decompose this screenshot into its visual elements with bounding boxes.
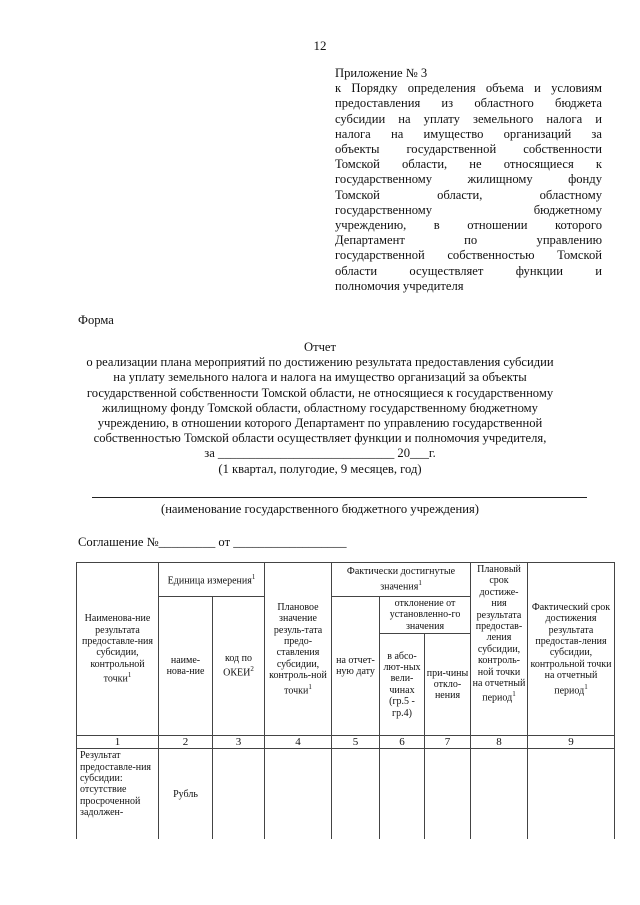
unit-name-cell: Рубль <box>159 749 213 840</box>
org-name-caption: (наименование государственного бюджетного учреждения) <box>161 502 479 516</box>
appendix-line: предоставления из областного бюджета <box>335 96 602 111</box>
empty-cell <box>425 749 471 840</box>
col-planned-term-header: Плановый срок достиже-ния результата предостав-ления субсидии, контроль-ной точки на отчетный период$^1$ <box>471 563 528 736</box>
column-number: 7 <box>425 736 471 749</box>
report-line: государственной собственности Томской области, не относящиеся к государственному <box>86 385 554 400</box>
report-description <box>60 355 580 446</box>
appendix-line: области осуществляет функции и <box>335 263 602 278</box>
col-actual-term-header: Фактический срок достижения результата предостав-ления субсидии, контрольной точки на отчетный период$^1$ <box>528 563 615 736</box>
org-name-blank-line <box>92 497 587 498</box>
empty-cell <box>380 749 425 840</box>
appendix-line: государственному жилищному фонду <box>335 172 602 187</box>
period-line: за ____________________________ 20___г. <box>204 446 436 461</box>
col-unit-name-header: наиме-нова-ние <box>159 597 213 736</box>
unit-group-header: Единица измерения$^1$ <box>159 563 265 597</box>
column-number: 1 <box>77 736 159 749</box>
empty-cell <box>213 749 265 840</box>
page-number: 12 <box>313 38 327 53</box>
empty-cell <box>265 749 332 840</box>
column-numbers-row <box>77 736 615 749</box>
column-number: 5 <box>332 736 380 749</box>
empty-cell <box>332 749 380 840</box>
appendix-line: государственному бюджетному <box>335 202 602 217</box>
col-planned-value-header: Плановое значение резуль-тата предо-ставления субсидии, контроль-ной точки$^1$ <box>265 563 332 736</box>
appendix-line: Томской области, не относящиеся к <box>335 157 602 172</box>
appendix-line: Департамент по управлению <box>335 233 602 248</box>
appendix-line: налога на имущество организаций за <box>335 126 602 141</box>
table-row <box>77 749 615 840</box>
appendix-line: учреждению, в отношении которого <box>335 218 602 233</box>
report-line: учреждению, в отношении которого Департамент по управлению государственной <box>97 416 543 431</box>
column-number: 3 <box>213 736 265 749</box>
period-hint: (1 квартал, полугодие, 9 месяцев, год) <box>218 461 422 476</box>
appendix-line: субсидии на уплату земельного налога и <box>335 111 602 126</box>
appendix-line: Томской области, областному <box>335 187 602 202</box>
column-number: 9 <box>528 736 615 749</box>
appendix-header <box>335 66 602 294</box>
column-number: 6 <box>380 736 425 749</box>
col-deviation-reason-header: при-чины откло-нения <box>425 634 471 736</box>
col-absolute-deviation-header: в абсо-лют-ных вели-чинах (гр.5 - гр.4) <box>380 634 425 736</box>
empty-cell <box>528 749 615 840</box>
appendix-line: государственной собственностью Томской <box>335 248 602 263</box>
empty-cell <box>471 749 528 840</box>
appendix-line: объекты государственной собственности <box>335 142 602 157</box>
form-label: Форма <box>78 313 114 327</box>
report-line: жилищному фонду Томской области, областному государственному бюджетному <box>102 400 538 415</box>
deviation-group-header: отклонение от установленно-го значения <box>380 597 471 634</box>
report-table <box>76 562 615 839</box>
column-number: 4 <box>265 736 332 749</box>
report-line: о реализации плана мероприятий по достижению результата предоставления субсидии <box>86 355 554 370</box>
report-line: собственностью Томской области осуществляет функции и полномочия учредителя, <box>93 431 547 446</box>
appendix-line: Приложение № 3 <box>335 66 428 80</box>
col-okei-header: код по ОКЕИ$^2$ <box>213 597 265 736</box>
agreement-line: Соглашение №_________ от __________________ <box>78 535 347 549</box>
appendix-line: полномочия учредителя <box>335 278 464 293</box>
col-result-name-header: Наименова-ние результата предоставле-ния субсидии, контрольной точки$^1$ <box>77 563 159 736</box>
result-name-cell: Результат предоставле-ния субсидии: отсутствие просроченной задолжен- <box>77 749 159 840</box>
col-reporting-date-header: на отчет-ную дату <box>332 597 380 736</box>
column-number: 8 <box>471 736 528 749</box>
actual-group-header: Фактически достигнутые значения$^1$ <box>332 563 471 597</box>
column-number: 2 <box>159 736 213 749</box>
report-line: на уплату земельного налога и налога на имущество организаций за объекты <box>113 370 527 385</box>
appendix-line: к Порядку определения объема и условиям <box>335 81 602 96</box>
report-heading: Отчет <box>303 340 337 354</box>
report-title <box>60 340 580 477</box>
